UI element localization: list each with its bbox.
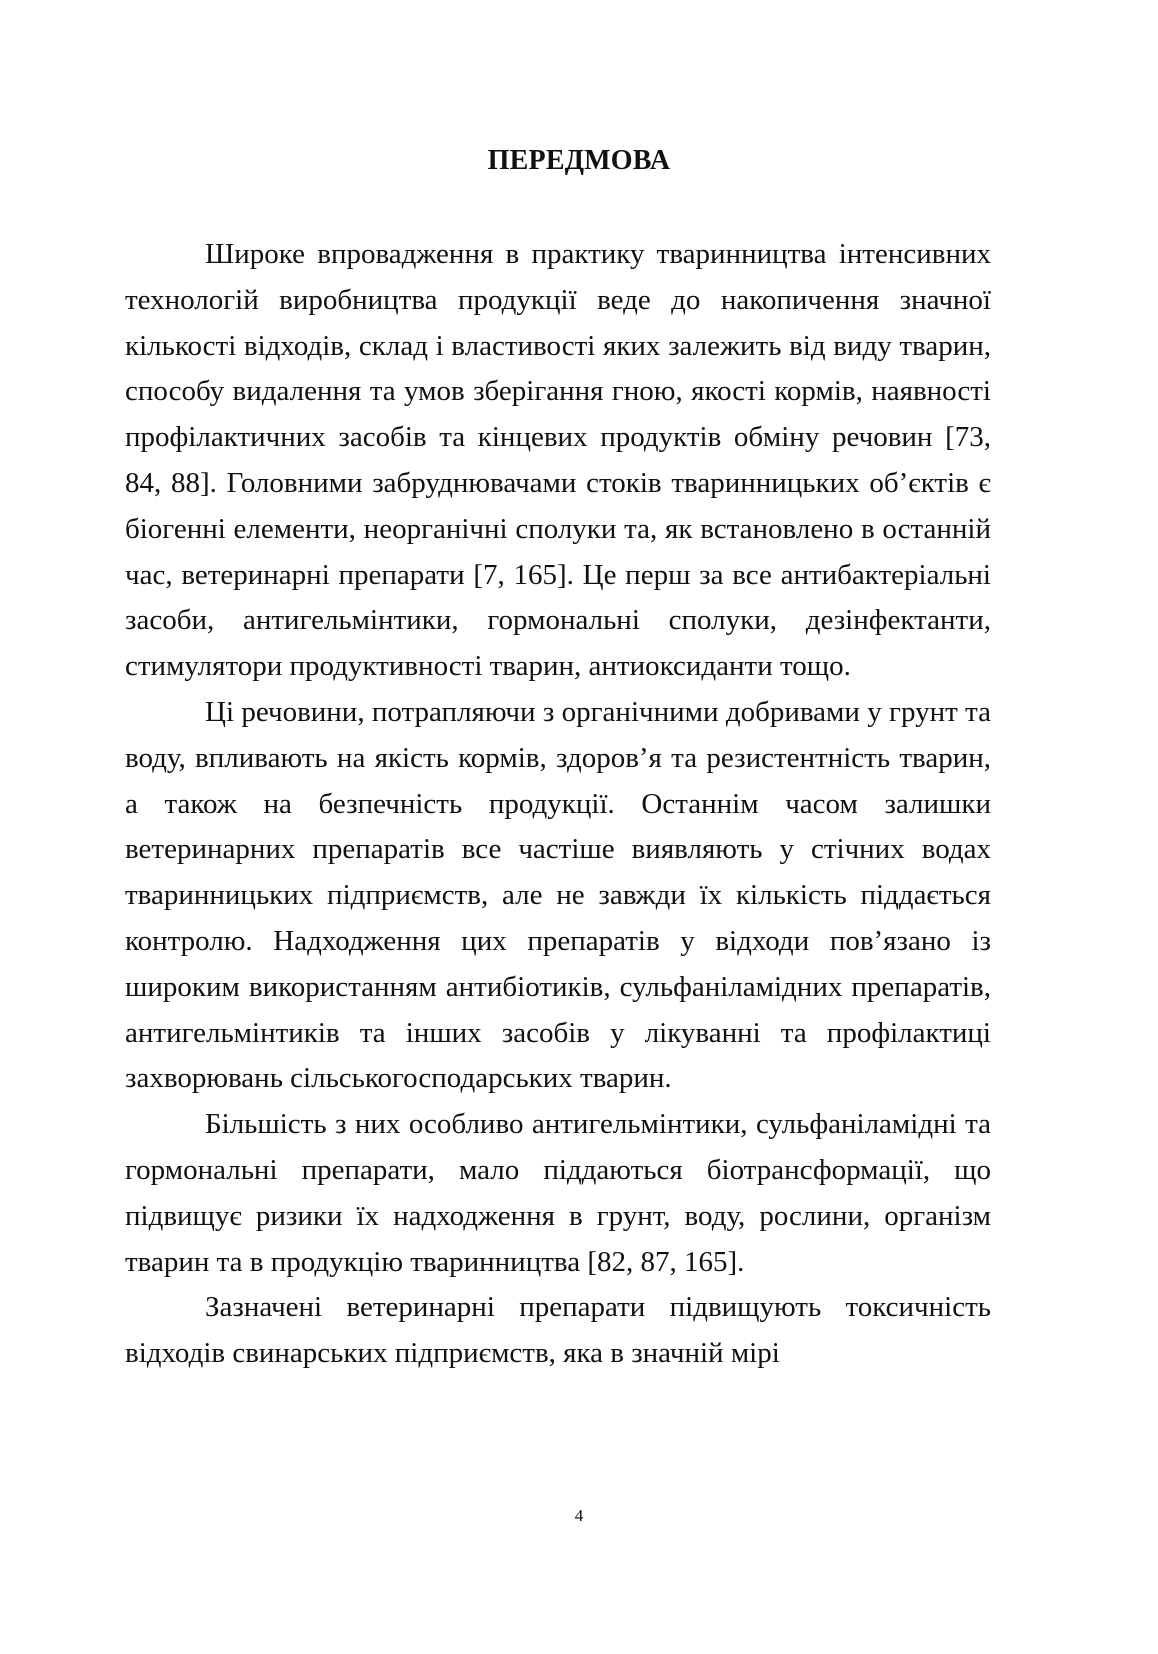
page-number: 4: [574, 1506, 584, 1525]
body-text: [125, 232, 991, 1377]
paragraph-4: Зазначені ветеринарні препарати підвищують токсичність відходів свинарських підприємств, яка в значній мірі: [125, 1291, 991, 1370]
paragraph-3: Більшість з них особливо антигельмінтики, сульфаніламідні та гормональні препарати, мало піддаються біотрансформації, що підвищує ризики їх надходження в грунт, воду, рослини, організм тварин та в продукцію тваринництва [82, 87, 165].: [125, 1108, 991, 1278]
paragraph-1: Широке впровадження в практику тваринництва інтенсивних технологій виробництва продукції веде до накопичення значної кількості відходів, склад і властивості яких залежить від виду тварин, способу видалення та умов зберігання гною, якості кормів, наявності профілактичних засобів та кінцевих продуктів обміну речовин [73, 84, 88]. Головними забруднювачами стоків тваринницьких об’єктів є біогенні елементи, неорганічні сполуки та, як встановлено в останній час, ветеринарні препарати [7, 165]. Це перш за все антибактеріальні засоби, антигельмінтики, гормональні сполуки, дезінфектанти, стимулятори продуктивності тварин, антиоксиданти тощо.: [125, 238, 991, 683]
paragraph-2: Ці речовини, потрапляючи з органічними добривами у грунт та воду, впливають на якість кормів, здоров’я та резистентність тварин, а також на безпечність продукції. Останнім часом залишки ветеринарних препаратів все частіше виявляють у стічних водах тваринницьких підприємств, але не завжди їх кількість піддається контролю. Надходження цих препаратів у відходи пов’язано із широким використанням антибіотиків, сульфаніламідних препаратів, антигельмінтиків та інших засобів у лікуванні та профілактиці захворювань сільськогосподарських тварин.: [125, 695, 991, 1095]
page-title: ПЕРЕДМОВА: [487, 145, 671, 176]
